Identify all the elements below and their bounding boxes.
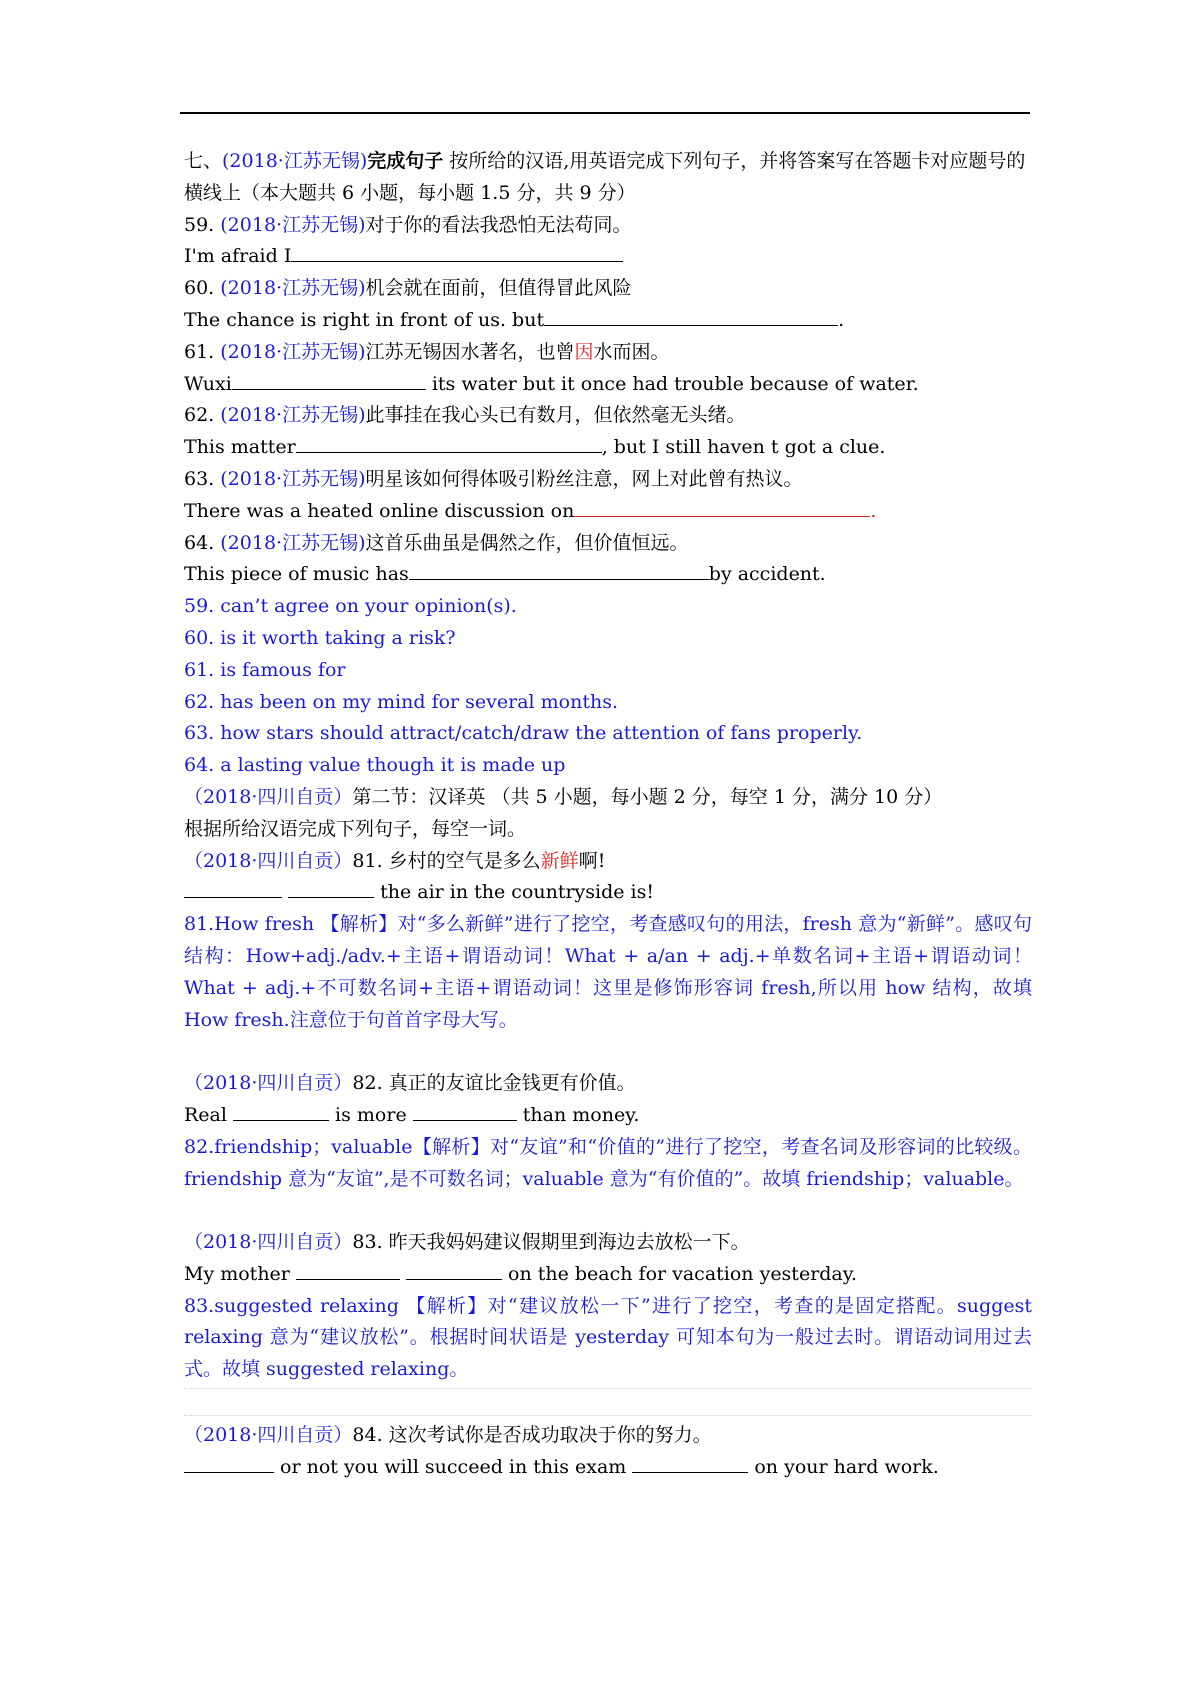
question-60-prompt: 60. (2018·江苏无锡)机会就在面前，但值得冒此风险 [184, 277, 632, 300]
answer-blank[interactable] [291, 241, 623, 262]
answer-61: 61. is famous for [184, 658, 346, 681]
question-64-sentence: This piece of music has by accident. [184, 559, 1032, 591]
question-81-sentence: the air in the countryside is! [184, 877, 1032, 909]
section-number: 七、 [184, 150, 223, 172]
answer-blank[interactable] [632, 1452, 748, 1473]
answer-blank[interactable] [184, 1452, 274, 1473]
source-tag: （2018·四川自贡） [184, 1231, 353, 1254]
source-tag: （2018·四川自贡） [184, 1072, 353, 1095]
answer-63: 63. how stars should attract/catch/draw the attention of fans properly. [184, 722, 863, 745]
answer-blank[interactable] [409, 559, 709, 580]
chinese-sentence: 此事挂在我心头已有数月，但依然毫无头绪。 [365, 404, 746, 427]
source-tag: (2018·江苏无锡) [222, 150, 368, 172]
answer-82-explanation: 82.friendship；valuable【解析】对“友谊”和“价值的”进行了挖空，考查名词及形容词的比较级。friendship 意为“友谊”,是不可数名词；valuable 意为“有价值的”。故填 friendship；valuable。 [184, 1135, 1032, 1190]
answer-blank[interactable] [184, 877, 282, 898]
answer-blank[interactable] [232, 369, 426, 390]
answer-blank[interactable] [288, 877, 374, 898]
section2-header [184, 782, 1032, 814]
question-84-prompt: （2018·四川自贡）84. 这次考试你是否成功取决于你的努力。 [184, 1424, 712, 1447]
highlighted-character: 因 [574, 340, 594, 363]
question-64-prompt: 64. (2018·江苏无锡)这首乐曲虽是偶然之作，但价值恒远。 [184, 531, 689, 554]
source-tag: （2018·四川自贡） [184, 785, 353, 808]
question-63-prompt: 63. (2018·江苏无锡)明星该如何得体吸引粉丝注意，网上对此曾有热议。 [184, 467, 803, 490]
header-rule [180, 112, 1030, 114]
answer-59: 59. can’t agree on your opinion(s). [184, 595, 517, 618]
question-59-prompt: 59. (2018·江苏无锡)对于你的看法我恐怕无法苟同。 [184, 213, 632, 236]
answer-blank[interactable] [544, 305, 838, 326]
chinese-sentence: 对于你的看法我恐怕无法苟同。 [365, 213, 632, 236]
question-81-prompt: （2018·四川自贡）81. 乡村的空气是多么新鲜啊! [184, 849, 606, 872]
highlighted-word: 新鲜 [540, 849, 579, 872]
question-82-sentence: Real is more than money. [184, 1100, 1032, 1132]
chinese-sentence: 这首乐曲虽是偶然之作，但价值恒远。 [365, 531, 689, 554]
source-tag: (2018·江苏无锡) [220, 213, 366, 236]
answer-blank[interactable] [296, 1259, 400, 1280]
chinese-sentence: 明星该如何得体吸引粉丝注意，网上对此曾有热议。 [365, 467, 803, 490]
question-61-prompt: 61. (2018·江苏无锡)江苏无锡因水著名，也曾因水而困。 [184, 340, 670, 363]
question-84-sentence: or not you will succeed in this exam on your hard work. [184, 1452, 1032, 1484]
question-63-sentence: There was a heated online discussion on . [184, 496, 1032, 528]
answer-62: 62. has been on my mind for several months. [184, 690, 619, 713]
section2-instructions: 根据所给汉语完成下列句子，每空一词。 [184, 817, 527, 840]
answer-81-explanation: 81.How fresh 【解析】对“多么新鲜”进行了挖空，考查感叹句的用法，fresh 意为“新鲜”。感叹句结构：How+adj./adv.+主语+谓语动词！What + a/an + adj.+单数名词+主语+谓语动词！What + adj.+不可数名词+主语+谓语动词！这里是修饰形容词 fresh,所以用 how 结构，故填 How fresh.注意位于句首首字母大写。 [184, 913, 1032, 1031]
question-62-sentence: This matter , but I still haven t got a clue. [184, 432, 1032, 464]
answer-83-explanation: 83.suggested relaxing 【解析】对“建议放松一下”进行了挖空，考查的是固定搭配。suggest relaxing 意为“建议放松”。根据时间状语是 yesterday 可知本句为一般过去时。谓语动词用过去式。故填 suggested relaxing。 [184, 1294, 1032, 1381]
answer-blank[interactable] [233, 1100, 329, 1121]
question-62-prompt: 62. (2018·江苏无锡)此事挂在我心头已有数月，但依然毫无头绪。 [184, 404, 746, 427]
separator-dotted [184, 1388, 1032, 1389]
source-tag: （2018·四川自贡） [184, 1424, 353, 1447]
section-title: 完成句子 [367, 150, 444, 172]
chinese-sentence: 机会就在面前，但值得冒此风险 [365, 277, 632, 300]
separator-dotted [184, 1415, 1032, 1416]
source-tag: (2018·江苏无锡) [220, 340, 366, 363]
section-instructions: 按所给的汉语,用英语完成下列句子，并将答案写在答题卡对应题号的横线上（本大题共 6 小题，每小题 1.5 分，共 9 分） [184, 150, 1026, 204]
answer-blank[interactable] [574, 496, 870, 517]
question-61-sentence: Wuxi its water but it once had trouble because of water. [184, 369, 1032, 401]
question-60-sentence: The chance is right in front of us. but . [184, 305, 1032, 337]
answer-60: 60. is it worth taking a risk? [184, 626, 456, 649]
document-content [184, 146, 1032, 1484]
answer-blank[interactable] [413, 1100, 517, 1121]
answer-blank[interactable] [296, 432, 602, 453]
section7-header [184, 146, 1032, 210]
source-tag: (2018·江苏无锡) [220, 531, 366, 554]
source-tag: （2018·四川自贡） [184, 849, 353, 872]
source-tag: (2018·江苏无锡) [220, 467, 366, 490]
question-82-prompt: （2018·四川自贡）82. 真正的友谊比金钱更有价值。 [184, 1072, 636, 1095]
section-title: 第二节：汉译英 （共 5 小题，每小题 2 分，每空 1 分，满分 10 分） [352, 785, 943, 808]
question-59-sentence: I'm afraid I [184, 241, 1032, 273]
source-tag: (2018·江苏无锡) [220, 277, 366, 300]
answer-64: 64. a lasting value though it is made up [184, 754, 566, 777]
question-83-sentence: My mother on the beach for vacation yesterday. [184, 1259, 1032, 1291]
answer-blank[interactable] [406, 1259, 502, 1280]
source-tag: (2018·江苏无锡) [220, 404, 366, 427]
question-83-prompt: （2018·四川自贡）83. 昨天我妈妈建议假期里到海边去放松一下。 [184, 1231, 750, 1254]
